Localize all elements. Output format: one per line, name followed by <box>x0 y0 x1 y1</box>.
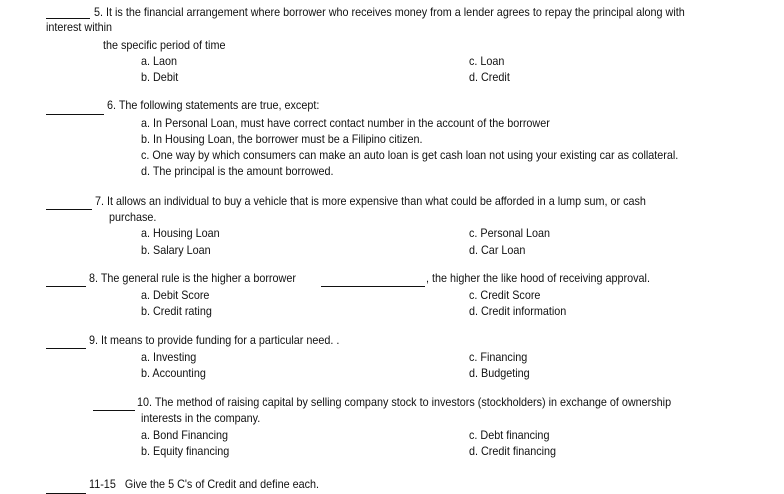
choice-b: b. In Housing Loan, the borrower must be a Filipino citizen. <box>141 132 423 146</box>
question-number: 8. <box>89 271 99 285</box>
choice-d: d. Budgeting <box>469 366 530 380</box>
answer-blank-7[interactable] <box>46 199 92 210</box>
answer-blank-6[interactable] <box>46 104 104 115</box>
answer-blank-10[interactable] <box>93 400 135 411</box>
question-stem-line: interests in the company. <box>141 411 261 425</box>
choice-d: d. Credit financing <box>469 444 557 458</box>
question-stem: It allows an individual to buy a vehicle that is more expensive than what could be afforded in a lump sum, or cash <box>107 194 646 208</box>
question-number: 11-15 <box>89 477 116 491</box>
choice-b: b. Salary Loan <box>141 243 211 257</box>
answer-blank-11-15[interactable] <box>46 483 86 494</box>
question-stem-line: interest within <box>46 20 113 34</box>
choice-a: a. Laon <box>141 54 178 68</box>
choice-d: d. Credit <box>469 70 510 84</box>
choice-a: a. Investing <box>141 350 197 364</box>
answer-blank-5[interactable] <box>46 8 90 19</box>
question-stem-end: , the higher the like hood of receiving approval. <box>426 271 650 285</box>
question-number: 6. <box>107 98 117 112</box>
choice-c: c. Loan <box>469 54 505 68</box>
choice-a: a. In Personal Loan, must have correct contact number in the account of the borrower <box>141 116 550 130</box>
choice-b: b. Equity financing <box>141 444 230 458</box>
choice-a: a. Housing Loan <box>141 226 220 240</box>
question-stem: It means to provide funding for a particular need. . <box>101 333 340 347</box>
choice-c: c. Credit Score <box>469 288 541 302</box>
question-number: 7. <box>95 194 105 208</box>
choice-b: b. Accounting <box>141 366 206 380</box>
answer-blank-9[interactable] <box>46 338 86 349</box>
choice-d: d. The principal is the amount borrowed. <box>141 164 334 178</box>
choice-d: d. Car Loan <box>469 243 526 257</box>
choice-c: c. Financing <box>469 350 528 364</box>
question-stem: The general rule is the higher a borrower <box>100 271 296 285</box>
choice-c: c. Personal Loan <box>469 226 551 240</box>
choice-b: b. Credit rating <box>141 304 212 318</box>
question-stem: Give the 5 C's of Credit and define each. <box>124 477 320 491</box>
question-stem-line: the specific period of time <box>103 38 226 52</box>
answer-blank-8[interactable] <box>46 276 86 287</box>
choice-a: a. Debit Score <box>141 288 210 302</box>
question-stem: The following statements are true, except: <box>118 98 320 112</box>
fill-in-blank[interactable] <box>321 276 425 287</box>
question-number: 5. <box>94 5 104 19</box>
choice-a: a. Bond Financing <box>141 428 229 442</box>
question-stem-line: purchase. <box>109 210 157 224</box>
choice-b: b. Debit <box>141 70 179 84</box>
question-stem: It is the financial arrangement where borrower who receives money from a lender agrees to repay the principal along with <box>106 5 685 19</box>
choice-c: c. One way by which consumers can make an auto loan is get cash loan not using your existing car as collateral. <box>141 148 679 162</box>
question-stem: The method of raising capital by selling company stock to investors (stockholders) in exchange of ownership <box>154 395 672 409</box>
choice-c: c. Debt financing <box>469 428 550 442</box>
question-number: 10. <box>137 395 153 409</box>
choice-d: d. Credit information <box>469 304 567 318</box>
question-number: 9. <box>89 333 99 347</box>
